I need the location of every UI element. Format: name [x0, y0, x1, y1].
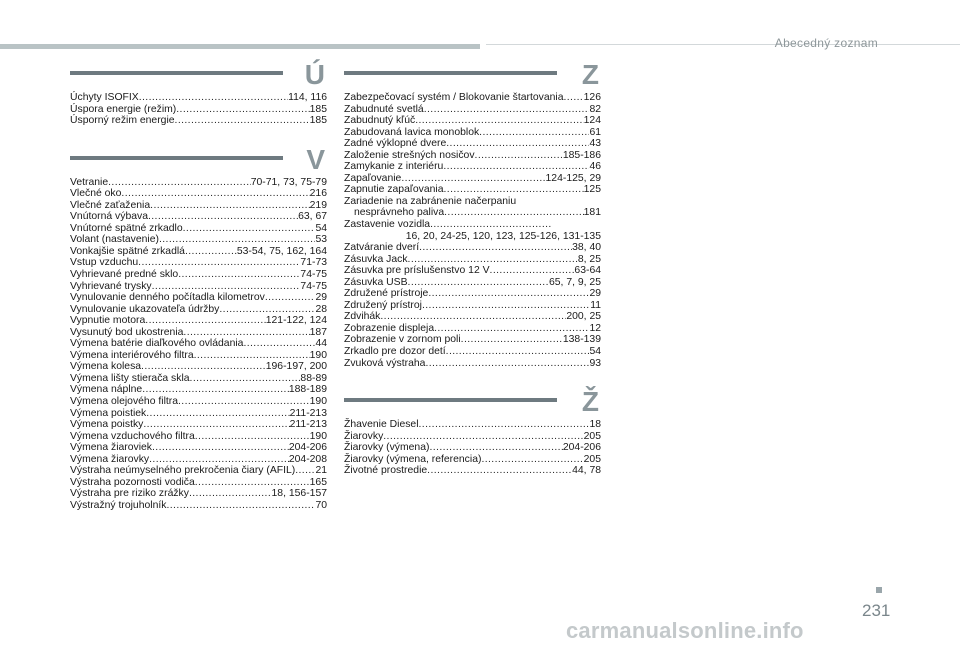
index-entry [70, 104, 327, 116]
entry-term: Založenie strešných nosičov [344, 149, 475, 161]
entry-leader-dots [190, 373, 301, 385]
entry-leader-dots [142, 384, 289, 396]
section-rule [344, 71, 557, 75]
entry-pages: 196-197, 200 [265, 361, 327, 373]
index-entry [344, 277, 601, 289]
entry-term: Vonkajšie spätné zrkadlá [70, 245, 185, 257]
entry-leader-dots [415, 115, 583, 127]
entry-pages: 18, 156-157 [271, 488, 327, 500]
index-entry [70, 292, 327, 304]
entry-pages: 71-73 [300, 257, 327, 269]
entry-leader-dots [427, 465, 572, 477]
entry-term: Žhavenie Diesel [344, 419, 419, 431]
index-entry [70, 500, 327, 512]
entry-pages: 29 [315, 292, 327, 304]
section-rule [344, 398, 557, 402]
entry-pages: 61 [589, 126, 601, 138]
entry-pages: 43 [589, 138, 601, 150]
entry-leader-dots [408, 277, 549, 289]
entry-pages: 70 [315, 499, 327, 511]
section-letter: V [306, 143, 325, 175]
entry-term: Zabudovaná lavica monoblok [344, 126, 480, 138]
index-entry [70, 361, 327, 373]
entry-term: Životné prostredie [344, 465, 428, 477]
index-entry [70, 281, 327, 293]
entry-term: Vyhrievané trysky [70, 280, 152, 292]
entry-term: Vlečné oko [70, 188, 122, 200]
index-entry [70, 92, 327, 104]
entry-leader-dots [108, 177, 251, 189]
index-entry [70, 465, 327, 477]
index-entry [344, 454, 601, 466]
index-entry [70, 200, 327, 212]
section-rule [70, 71, 283, 75]
entry-term: Výmena náplne [70, 384, 143, 396]
entry-term: Výmena žiaroviek [70, 442, 153, 454]
entry-term: Úchyty ISOFIX [70, 92, 139, 103]
index-entry [70, 115, 327, 127]
watermark: carmanualsonline.info [566, 618, 804, 643]
entry-pages: 126 [583, 92, 601, 103]
entry-leader-dots [383, 431, 583, 443]
entry-term: Výmena interiérového filtra [70, 349, 194, 361]
entry-term-line2: nesprávneho paliva [354, 207, 445, 219]
entry-pages: 204-206 [288, 442, 327, 454]
entry-pages: 53-54, 75, 162, 164 [236, 245, 327, 257]
entry-leader-dots [175, 115, 310, 127]
entry-pages: 65, 7, 9, 25 [549, 276, 601, 288]
entry-pages: 125 [583, 184, 601, 196]
entry-pages: 44, 78 [572, 465, 601, 477]
page-marker-square [876, 587, 882, 593]
entry-leader-dots [195, 431, 310, 443]
index-entry [344, 323, 601, 335]
index-entry [344, 265, 601, 277]
entry-leader-dots [150, 200, 310, 212]
entry-pages: 204-206 [562, 442, 601, 454]
index-entry [344, 184, 601, 196]
entry-term: Zdvihák [344, 311, 381, 323]
entry-term: Žiarovky (výmena) [344, 442, 430, 454]
entry-pages: 74-75 [300, 280, 327, 292]
entry-pages: 12 [589, 322, 601, 334]
entry-term-continued [344, 207, 601, 219]
entry-term: Zabudnuté svetlá [344, 103, 424, 115]
entry-leader-dots [146, 408, 289, 420]
entry-term: Zatváranie dverí [344, 242, 420, 254]
entry-term: Zobrazenie v zornom poli [344, 334, 461, 346]
entry-pages: 21 [315, 465, 327, 477]
entry-leader-dots [159, 234, 315, 246]
entry-leader-dots [185, 246, 237, 258]
entry-leader-dots [444, 184, 584, 196]
entry-term: Výmena olejového filtra [70, 396, 179, 408]
entry-term: Vysunutý bod ukostrenia [70, 326, 184, 338]
header-bar [0, 44, 480, 49]
entry-term: Vyhrievané predné sklo [70, 269, 179, 281]
entry-leader-dots [446, 346, 590, 358]
index-entry [344, 150, 601, 162]
entry-term: Výmena poistiek [70, 407, 147, 419]
index-entry [344, 334, 601, 346]
entry-term: Vynulovanie denného počítadla kilometrov [70, 292, 265, 304]
entry-pages: 28 [315, 303, 327, 315]
entry-pages: 88-89 [300, 372, 327, 384]
index-entry [344, 138, 601, 150]
index-entry [344, 311, 601, 323]
index-entry [344, 465, 601, 477]
entry-leader-dots [141, 361, 266, 373]
entry-leader-dots [219, 304, 315, 316]
index-section [344, 386, 601, 477]
entry-pages: 187 [309, 326, 327, 338]
entry-leader-dots [138, 257, 300, 269]
entry-leader-dots [243, 338, 315, 350]
entry-pages: 190 [309, 396, 327, 408]
entry-leader-dots [429, 442, 562, 454]
entry-term: Zrkadlo pre dozor detí [344, 346, 446, 358]
index-entry [70, 304, 327, 316]
index-entry [70, 223, 327, 235]
index-entry [344, 173, 601, 185]
entry-pages: 211-213 [289, 407, 327, 419]
entry-term: Zapnutie zapaľovania [344, 184, 444, 196]
entry-term: Zabezpečovací systém / Blokovanie štartovania [344, 92, 564, 103]
entry-leader-dots [195, 477, 310, 489]
entry-term: Vnútorná výbava [70, 211, 148, 223]
entry-pages: 185-186 [562, 149, 601, 161]
index-entry [344, 300, 601, 312]
entry-term: Vlečné zaťaženia [70, 199, 151, 211]
index-entry [70, 488, 327, 500]
entry-pages: 200, 25 [566, 311, 601, 323]
entry-term: Výstraha pre riziko zrážky [70, 488, 189, 500]
index-entry [70, 315, 327, 327]
entry-leader-dots [479, 127, 589, 139]
entry-pages: 211-213 [289, 419, 327, 431]
entry-leader-dots [178, 396, 310, 408]
section-letter: Ž [581, 386, 599, 418]
index-entry [344, 196, 601, 219]
entry-leader-dots [176, 104, 309, 116]
entry-term: Zamykanie z interiéru [344, 161, 444, 173]
entry-pages: 82 [589, 103, 601, 115]
index-column-left [70, 59, 327, 512]
entry-term: Výmena poistky [70, 419, 144, 431]
index-entry [70, 442, 327, 454]
entry-term: Vypnutie motora [70, 315, 146, 327]
index-entry [70, 431, 327, 443]
entry-pages: 185 [309, 103, 327, 115]
entry-leader-dots [166, 500, 315, 512]
index-entry [344, 346, 601, 358]
index-entry [70, 477, 327, 489]
entry-term: Výstraha pozornosti vodiča [70, 476, 195, 488]
index-section [70, 143, 327, 512]
entry-term: Zvuková výstraha [344, 357, 426, 369]
entry-term: Výmena batérie diaľkového ovládania [70, 338, 244, 350]
entry-leader-dots [430, 219, 552, 231]
entry-leader-dots [139, 92, 288, 104]
index-entry [70, 211, 327, 223]
entry-term: Združené prístroje [344, 288, 429, 300]
entry-term: Volant (nastavenie) [70, 234, 159, 246]
index-entry [344, 115, 601, 127]
entry-leader-dots [563, 92, 583, 104]
entry-term: Zastavenie vozidla [344, 219, 431, 231]
entry-leader-dots [475, 150, 563, 162]
entry-pages: 114, 116 [288, 92, 327, 103]
entry-pages: 205 [583, 430, 601, 442]
entry-leader-dots [425, 358, 589, 370]
entry-leader-dots [143, 419, 289, 431]
index-entry [70, 350, 327, 362]
index-entry [70, 177, 327, 189]
entry-pages: 54 [589, 346, 601, 358]
entry-pages: 165 [309, 476, 327, 488]
entry-term: Združený prístroj [344, 299, 422, 311]
entry-leader-dots [121, 188, 309, 200]
entry-leader-dots [424, 104, 590, 116]
entry-term: Zabudnutý kľúč [344, 115, 416, 127]
entry-leader-dots [481, 454, 583, 466]
entry-term: Vstup vzduchu [70, 257, 139, 269]
entry-pages: 70-71, 73, 75-79 [250, 176, 327, 188]
entry-leader-dots [152, 442, 289, 454]
entry-term: Vynulovanie ukazovateľa údržby [70, 303, 220, 315]
index-entry [70, 384, 327, 396]
index-entry [344, 242, 601, 254]
index-entry [70, 396, 327, 408]
entry-pages: 205 [583, 453, 601, 465]
entry-term: Zapaľovanie [344, 172, 402, 184]
section-header [344, 59, 601, 92]
index-entry [344, 358, 601, 370]
entry-pages: 54 [315, 222, 327, 234]
entry-pages: 204-208 [288, 453, 327, 465]
entry-leader-dots [148, 211, 298, 223]
index-entry [344, 288, 601, 300]
index-section [344, 59, 601, 369]
entry-leader-dots [446, 138, 589, 150]
index-entry [70, 257, 327, 269]
entry-term: Výstražný trojuholník [70, 499, 167, 511]
entry-pages: 124-125, 29 [545, 172, 601, 184]
index-entry [344, 104, 601, 116]
entry-pages: 29 [589, 288, 601, 300]
section-letter: Z [581, 59, 599, 90]
entry-leader-dots [444, 207, 584, 219]
entry-leader-dots [428, 288, 589, 300]
entry-pages: 63-64 [574, 265, 601, 277]
section-header [70, 59, 327, 92]
index-entry [344, 161, 601, 173]
entry-pages: 63, 67 [298, 211, 327, 223]
entry-term: Vetranie [70, 176, 109, 188]
entry-pages: 188-189 [288, 384, 327, 396]
entry-pages: 53 [315, 234, 327, 246]
entry-term: Úspora energie (režim) [70, 103, 177, 115]
index-entry [70, 246, 327, 258]
entry-term: Zásuvka USB [344, 276, 408, 288]
page-number: 231 [862, 601, 891, 620]
index-entry [344, 431, 601, 443]
entry-term: Zariadenie na zabránenie načerpaniu [344, 195, 517, 207]
entry-pages: 190 [309, 349, 327, 361]
index-entry [70, 234, 327, 246]
header-rule [486, 44, 960, 45]
index-entry [344, 419, 601, 431]
entry-leader-dots [422, 300, 590, 312]
entry-leader-dots [152, 281, 301, 293]
index-entry [70, 338, 327, 350]
entry-term: Výstraha neúmyselného prekročenia čiary (AFIL) [70, 465, 296, 477]
index-entry [344, 92, 601, 104]
index-column-right [344, 59, 601, 477]
section-rule [70, 156, 283, 160]
entry-term: Výmena kolesa [70, 361, 142, 373]
entry-pages: 38, 40 [572, 242, 601, 254]
section-header [70, 143, 327, 177]
entry-term: Úsporný režim energie [70, 115, 175, 127]
section-header [344, 386, 601, 419]
entry-leader-dots [419, 242, 572, 254]
entry-pages: 74-75 [300, 269, 327, 281]
entry-term: Žiarovky [344, 430, 384, 442]
page-header-title: Abecedný zoznam [774, 36, 878, 50]
entry-leader-dots [408, 254, 578, 266]
entry-term: Výmena lišty stierača skla [70, 372, 190, 384]
entry-line1 [344, 219, 601, 231]
entry-pages: 11 [590, 299, 601, 311]
entry-pages: 93 [589, 357, 601, 369]
index-entry [70, 327, 327, 339]
entry-pages: 181 [583, 207, 601, 219]
index-entry [344, 254, 601, 266]
entry-leader-dots [490, 265, 575, 277]
entry-leader-dots [434, 323, 589, 335]
entry-leader-dots [419, 419, 590, 431]
index-entry [70, 419, 327, 431]
entry-term: Zobrazenie displeja [344, 322, 435, 334]
entry-pages: 44 [315, 338, 327, 350]
index-entry [70, 373, 327, 385]
entry-leader-dots [183, 327, 309, 339]
entry-pages: 219 [309, 199, 327, 211]
entry-pages: 124 [583, 115, 601, 127]
entry-pages: 121-122, 124 [265, 315, 327, 327]
entry-pages: 190 [309, 430, 327, 442]
entry-leader-dots [178, 269, 300, 281]
entry-term: Zásuvka Jack [344, 253, 408, 265]
index-section [70, 59, 327, 127]
entry-leader-dots [380, 311, 566, 323]
entry-pages: 185 [309, 115, 327, 127]
index-entry [70, 408, 327, 420]
entry-pages: 138-139 [562, 334, 601, 346]
entry-term: Zásuvka pre príslušenstvo 12 V [344, 265, 490, 277]
entry-leader-dots [145, 315, 265, 327]
entry-term: Výmena vzduchového filtra [70, 430, 195, 442]
entry-leader-dots [183, 223, 316, 235]
entry-leader-dots [443, 161, 589, 173]
entry-leader-dots [401, 173, 545, 185]
entry-term: Vnútorné spätné zrkadlo [70, 222, 183, 234]
index-entry [344, 442, 601, 454]
entry-leader-dots [461, 334, 563, 346]
entry-leader-dots [194, 350, 310, 362]
entry-pages: 46 [589, 161, 601, 173]
entry-pages: 18 [589, 419, 601, 431]
entry-term: Žiarovky (výmena, referencia) [344, 453, 482, 465]
index-entry [344, 127, 601, 139]
index-entry [70, 188, 327, 200]
entry-pages: 216 [309, 188, 327, 200]
entry-term: Zadné výklopné dvere [344, 138, 447, 150]
index-entry [344, 219, 601, 242]
entry-leader-dots [265, 292, 316, 304]
index-entry [70, 269, 327, 281]
section-letter: Ú [304, 59, 325, 90]
entry-term: Výmena žiarovky [70, 453, 150, 465]
entry-leader-dots [149, 454, 289, 466]
index-entry [70, 454, 327, 466]
entry-pages: 8, 25 [577, 253, 601, 265]
entry-leader-dots [189, 488, 272, 500]
entry-pages: 16, 20, 24-25, 120, 123, 125-126, 131-135 [405, 230, 601, 242]
entry-leader-dots [295, 465, 315, 477]
